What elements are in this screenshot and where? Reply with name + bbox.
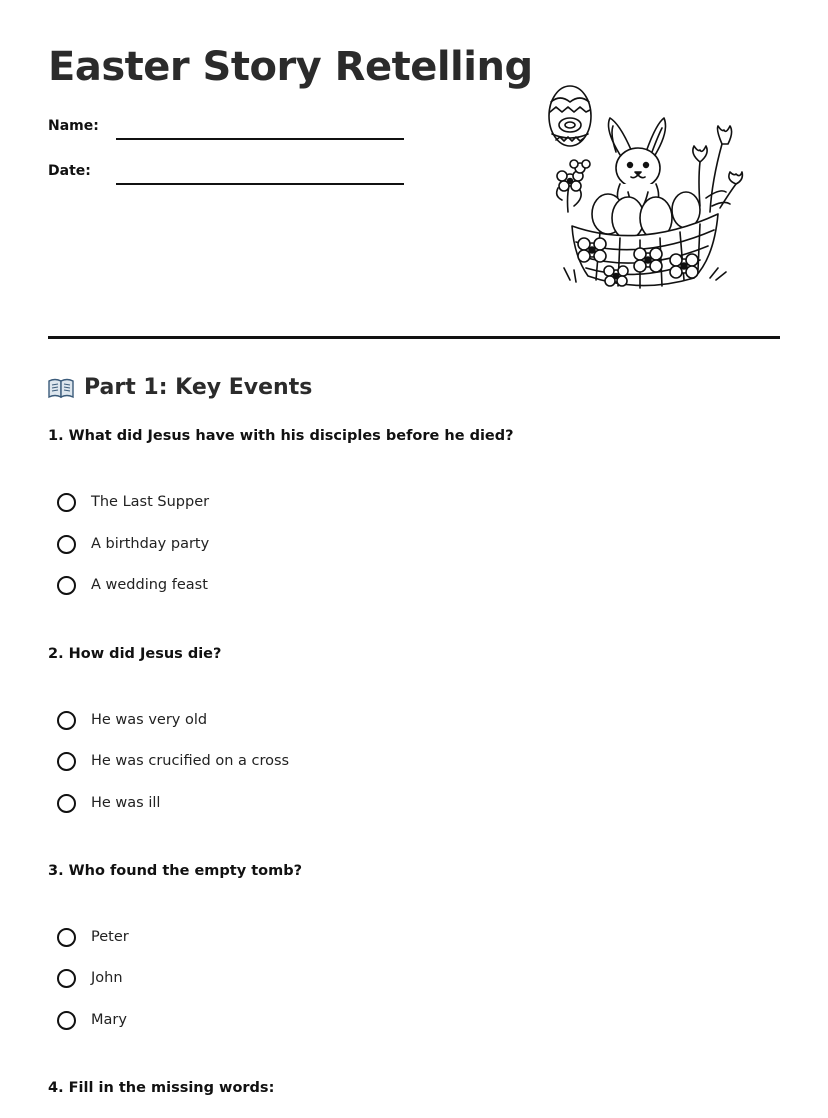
question-2: 2. How did Jesus die? (48, 646, 222, 662)
question-1: 1. What did Jesus have with his disciples before he died? (48, 428, 514, 444)
radio-button[interactable] (57, 752, 76, 771)
q2-option-2[interactable]: He was crucified on a cross (57, 748, 289, 774)
q3-option-2[interactable]: John (57, 965, 123, 991)
radio-button[interactable] (57, 576, 76, 595)
q1-option-1[interactable]: The Last Supper (57, 489, 209, 515)
radio-button[interactable] (57, 794, 76, 813)
radio-button[interactable] (57, 969, 76, 988)
q1-option-3[interactable]: A wedding feast (57, 572, 208, 598)
q1-option-2[interactable]: A birthday party (57, 531, 209, 557)
date-label: Date: (48, 163, 91, 179)
name-label: Name: (48, 118, 99, 134)
date-field[interactable] (116, 183, 404, 185)
section-heading-text: Part 1: Key Events (84, 375, 313, 400)
q3-option-3[interactable]: Mary (57, 1007, 127, 1033)
name-field[interactable] (116, 138, 404, 140)
section-divider (48, 336, 780, 339)
question-4: 4. Fill in the missing words: (48, 1080, 275, 1096)
page-title: Easter Story Retelling (48, 44, 533, 90)
radio-button[interactable] (57, 1011, 76, 1030)
section-heading (48, 375, 312, 400)
q3-option-1[interactable]: Peter (57, 924, 129, 950)
question-3: 3. Who found the empty tomb? (48, 863, 302, 879)
radio-button[interactable] (57, 928, 76, 947)
easter-bunny-basket-icon (540, 80, 744, 294)
q2-option-3[interactable]: He was ill (57, 790, 160, 816)
radio-button[interactable] (57, 535, 76, 554)
open-book-icon (48, 377, 74, 399)
radio-button[interactable] (57, 711, 76, 730)
radio-button[interactable] (57, 493, 76, 512)
q2-option-1[interactable]: He was very old (57, 707, 207, 733)
